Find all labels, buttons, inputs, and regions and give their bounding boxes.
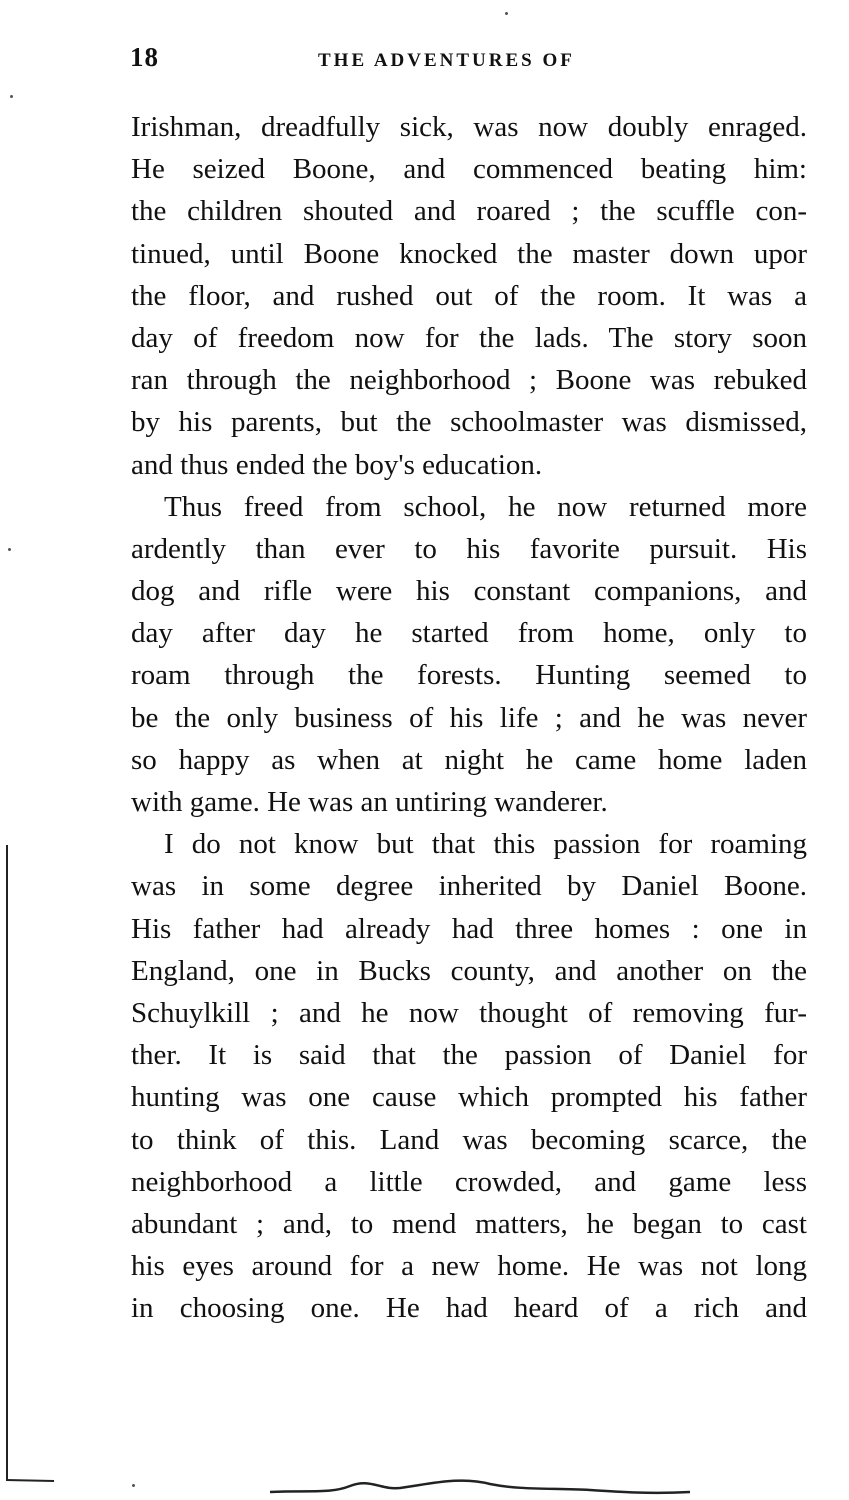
text-line: England, one in Bucks county, and another on the: [131, 954, 807, 987]
text-line: the floor, and rushed out of the room. It was a: [131, 279, 807, 312]
text-line: I do not know but that this passion for roaming: [164, 828, 807, 861]
text-line: hunting was one cause which prompted his father: [131, 1081, 807, 1114]
text-line: in choosing one. He had heard of a rich and: [131, 1292, 807, 1325]
text-line: day after day he started from home, only to: [131, 617, 807, 650]
text-line: ran through the neighborhood ; Boone was rebuked: [131, 364, 807, 397]
text-line: to think of this. Land was becoming scarce, the: [131, 1123, 807, 1156]
text-line: dog and rifle were his constant companions, and: [131, 575, 807, 608]
bottom-ornament-scribble: [270, 1470, 690, 1500]
paragraph: [131, 486, 807, 824]
text-line: roam through the forests. Hunting seemed to: [131, 659, 807, 692]
text-line: his eyes around for a new home. He was not long: [131, 1250, 807, 1283]
text-line: neighborhood a little crowded, and game less: [131, 1165, 807, 1198]
scan-speck: [10, 95, 13, 98]
text-line: ardently than ever to his favorite pursuit. His: [131, 532, 807, 565]
text-line: was in some degree inherited by Daniel Boone.: [131, 870, 807, 903]
text-line: abundant ; and, to mend matters, he began to cast: [131, 1207, 807, 1240]
scan-speck: [132, 1484, 135, 1487]
running-title: THE ADVENTURES OF: [318, 50, 575, 71]
paragraph: [131, 823, 807, 1329]
text-line: His father had already had three homes : one in: [131, 912, 807, 945]
text-line: Irishman, dreadfully sick, was now doubly enraged.: [131, 111, 807, 143]
text-line: so happy as when at night he came home laden: [131, 743, 807, 776]
scan-speck: [8, 548, 11, 551]
text-line: be the only business of his life ; and he was never: [131, 701, 807, 734]
text-line: the children shouted and roared ; the scuffle con-: [131, 195, 807, 228]
text-line: He seized Boone, and commenced beating him:: [131, 153, 807, 186]
scan-speck: [505, 12, 508, 15]
text-line: and thus ended the boy's education.: [131, 448, 543, 481]
binding-edge-line: [6, 845, 8, 1480]
page-number: 18: [130, 42, 159, 72]
text-line: Thus freed from school, he now returned more: [164, 490, 807, 523]
text-line: ther. It is said that the passion of Daniel for: [131, 1039, 807, 1072]
body-text: [131, 106, 807, 1329]
paragraph: [131, 106, 807, 486]
page-header: [130, 42, 810, 82]
text-line: day of freedom now for the lads. The story soon: [131, 321, 807, 354]
binding-edge-foot: [6, 1478, 56, 1482]
text-line: by his parents, but the schoolmaster was dismissed,: [131, 406, 807, 439]
text-line: with game. He was an untiring wanderer.: [131, 786, 608, 818]
text-line: tinued, until Boone knocked the master down upor: [131, 237, 807, 270]
text-line: Schuylkill ; and he now thought of removing fur-: [131, 996, 807, 1029]
